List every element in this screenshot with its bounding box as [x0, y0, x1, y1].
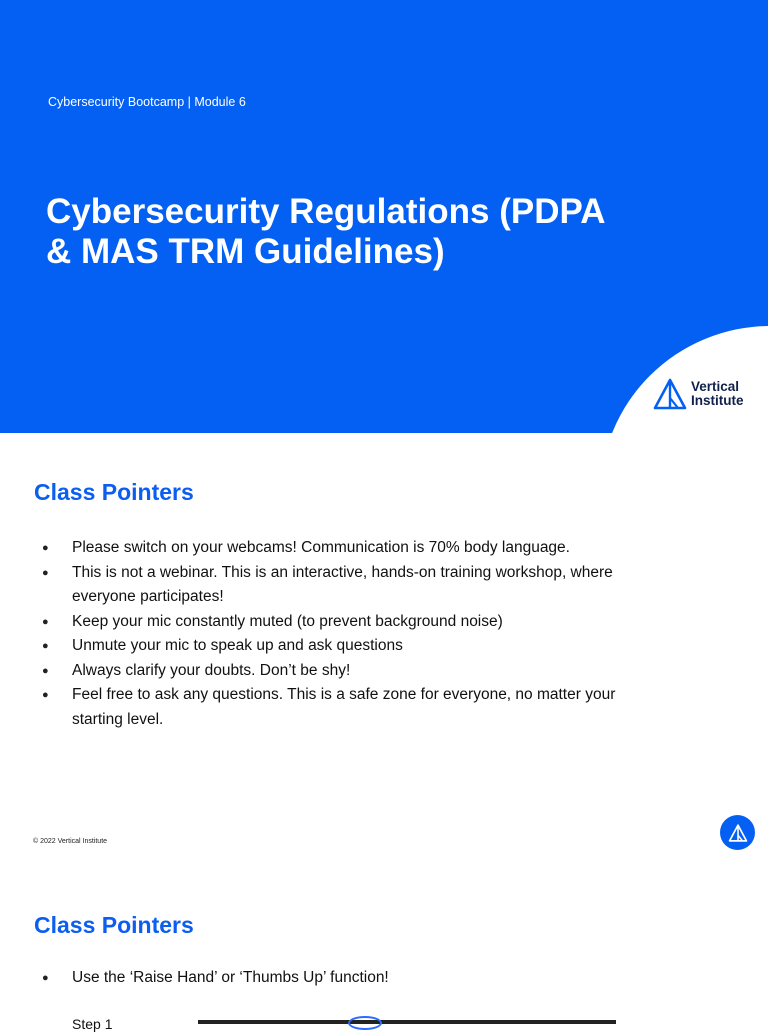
class-pointers-list-2	[0, 966, 652, 991]
slide-title-line-2: & MAS TRM Guidelines)	[46, 232, 445, 271]
course-module-label: Cybersecurity Bootcamp | Module 6	[48, 95, 246, 109]
list-item-text: Always clarify your doubts. Don’t be shy!	[72, 661, 351, 679]
list-item	[0, 966, 652, 991]
logo-text-line-1: Vertical	[691, 379, 740, 394]
logo-badge	[720, 815, 755, 850]
vertical-institute-logo-icon	[728, 824, 748, 842]
list-item	[0, 683, 652, 732]
title-slide	[0, 0, 768, 433]
bullet-icon: ●	[42, 972, 49, 984]
bullet-icon: ●	[42, 615, 49, 628]
list-item-text: Unmute your mic to speak up and ask questions	[72, 637, 403, 654]
vertical-institute-logo-icon	[653, 378, 687, 410]
bullet-icon: ●	[42, 664, 49, 677]
bullet-icon: ●	[42, 640, 49, 652]
list-item-text: Use the ‘Raise Hand’ or ‘Thumbs Up’ function!	[72, 969, 389, 986]
slide-title	[46, 192, 686, 272]
list-item	[0, 561, 652, 610]
list-item-text: Please switch on your webcams! Communication is 70% body language.	[72, 539, 570, 556]
list-item-text: Feel free to ask any questions. This is a safe zone for everyone, no matter your starting level.	[72, 686, 616, 728]
list-item	[0, 536, 652, 561]
copyright-footer: © 2022 Vertical Institute	[33, 838, 108, 845]
bullet-icon: ●	[42, 566, 49, 579]
logo-text-line-2: Institute	[691, 393, 744, 408]
class-pointers-heading-2: Class Pointers	[34, 912, 194, 938]
list-item-text: Keep your mic constantly muted (to prevent background noise)	[72, 612, 503, 630]
class-pointers-list	[0, 536, 652, 732]
bullet-icon: ●	[42, 542, 49, 554]
vertical-institute-logo	[653, 378, 744, 410]
zoom-toolbar-screenshot	[198, 1020, 616, 1024]
list-item	[0, 610, 652, 635]
list-item	[0, 634, 652, 659]
list-item	[0, 659, 652, 684]
highlight-ring	[348, 1016, 382, 1030]
class-pointers-heading: Class Pointers	[34, 479, 194, 505]
slide-title-line-1: Cybersecurity Regulations (PDPA	[46, 192, 606, 231]
bullet-icon: ●	[42, 689, 49, 701]
step-label: Step 1	[72, 1016, 113, 1032]
list-item-text: This is not a webinar. This is an interactive, hands-on training workshop, where everyone participates!	[72, 563, 613, 605]
